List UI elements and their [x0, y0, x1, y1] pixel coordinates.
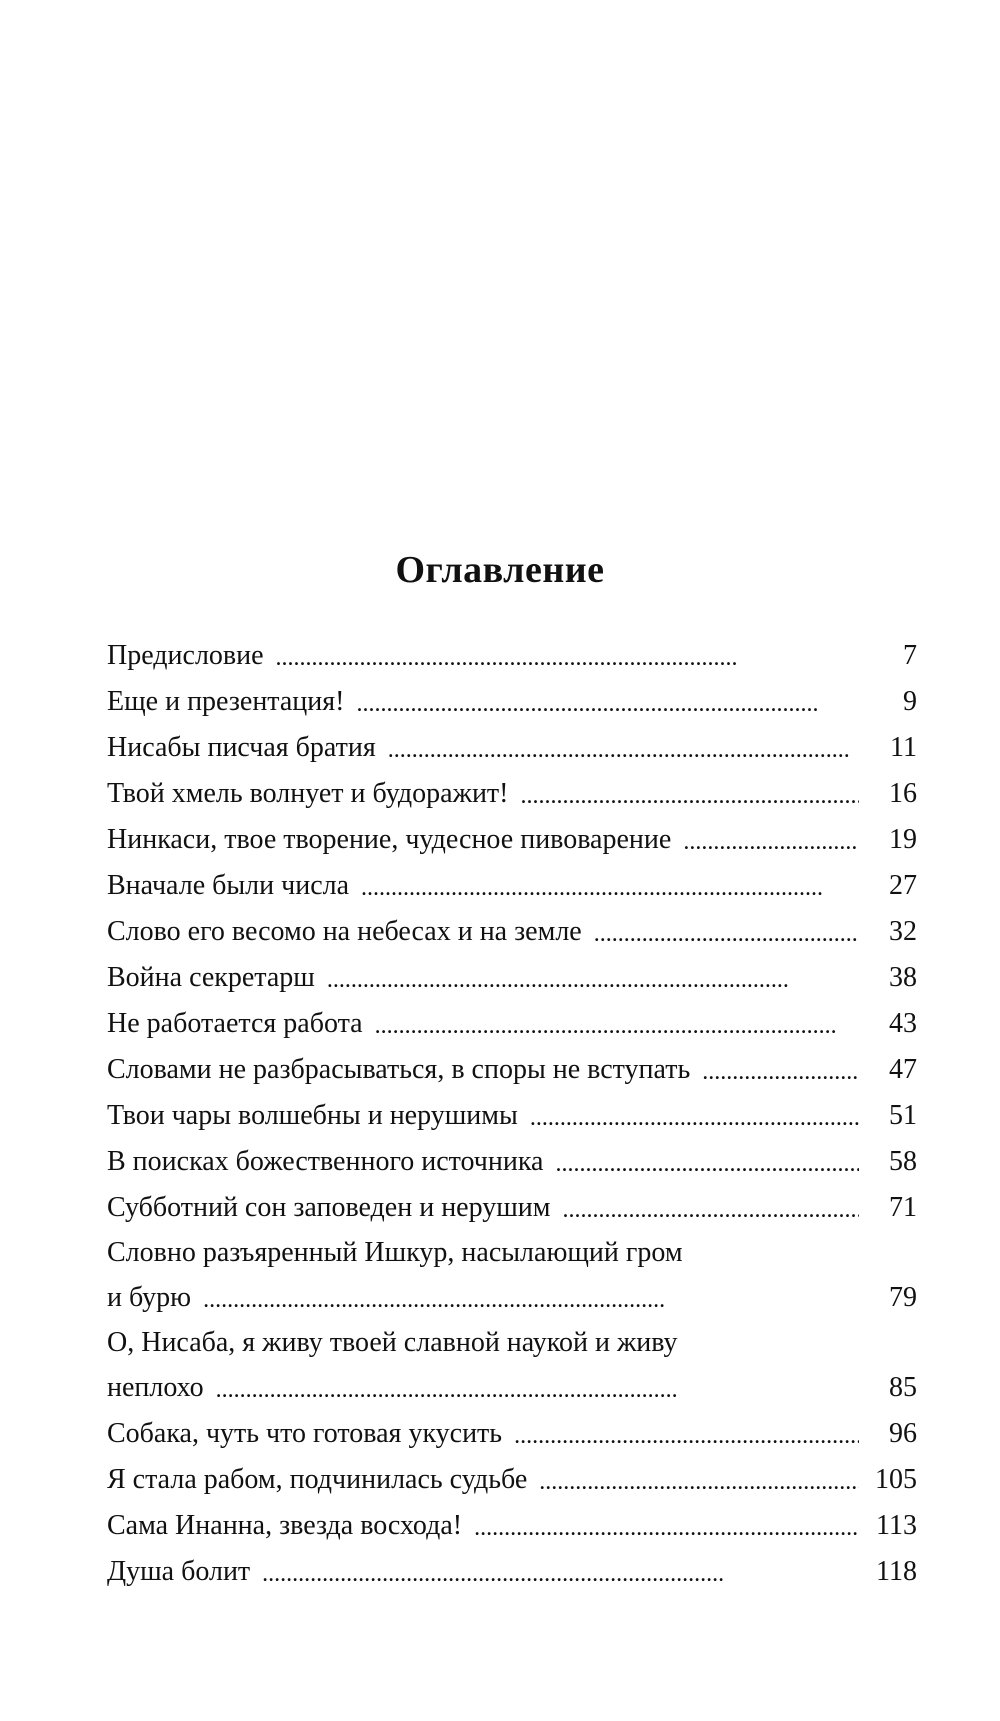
toc-entry-title: Предисловие	[107, 640, 264, 671]
toc-entry-title-continued: и бурю	[107, 1282, 192, 1313]
toc-entry	[107, 725, 917, 771]
dot-leader	[276, 645, 859, 672]
toc-entry	[107, 1411, 917, 1457]
toc-entry-page: 113	[876, 1510, 917, 1541]
toc-entry	[107, 1093, 917, 1139]
toc-entry-page: 96	[889, 1418, 917, 1449]
toc-entry-line-1	[107, 1231, 917, 1275]
dot-leader	[530, 1105, 859, 1132]
toc-entry-page: 43	[889, 1008, 917, 1039]
toc-entry-page: 118	[876, 1556, 917, 1587]
dot-leader	[388, 737, 859, 764]
toc-entry-page: 38	[889, 962, 917, 993]
dot-leader	[521, 783, 860, 810]
toc-entry-title: Слово его весомо на небесах и на земле	[107, 916, 582, 947]
toc-entry-page: 85	[889, 1372, 917, 1403]
toc-entry-title: В поисках божественного источника	[107, 1146, 544, 1177]
toc-entry	[107, 771, 917, 817]
toc-entry	[107, 1231, 917, 1321]
dot-leader	[327, 967, 859, 994]
toc-entry-title: Субботний сон заповеден и нерушим	[107, 1192, 551, 1223]
toc-entry-page: 47	[889, 1054, 917, 1085]
toc-entry	[107, 1001, 917, 1047]
toc-entry-line-2	[107, 1365, 917, 1411]
toc-entry-page: 19	[889, 824, 917, 855]
toc-entry	[107, 679, 917, 725]
toc-entry	[107, 1457, 917, 1503]
toc-entry	[107, 633, 917, 679]
dot-leader	[563, 1197, 859, 1224]
toc-entry-page: 11	[890, 732, 917, 763]
toc-entry-title: Собака, чуть что готовая укусить	[107, 1418, 503, 1449]
toc-entry-page: 7	[903, 640, 917, 671]
toc-entry-page: 27	[889, 870, 917, 901]
toc-entry-title: О, Нисаба, я живу твоей славной наукой и живу	[107, 1327, 678, 1358]
toc-entry-title: Словами не разбрасываться, в споры не вступать	[107, 1054, 691, 1085]
dot-leader	[555, 1151, 859, 1178]
toc-entry-title: Еще и презентация!	[107, 686, 345, 717]
dot-leader	[262, 1561, 859, 1588]
dot-leader	[361, 875, 859, 902]
toc-entry	[107, 1321, 917, 1411]
toc-entry-title: Словно разъяренный Ишкур, насылающий гром	[107, 1237, 683, 1268]
toc-entry-page: 105	[875, 1464, 917, 1495]
toc-entry-line-2	[107, 1275, 917, 1321]
toc-entry	[107, 863, 917, 909]
toc-entry	[107, 1185, 917, 1231]
dot-leader	[216, 1377, 859, 1404]
toc-entry-page: 71	[889, 1192, 917, 1223]
toc-entry-title-continued: неплохо	[107, 1372, 204, 1403]
toc-entry-page: 79	[889, 1282, 917, 1313]
table-of-contents	[107, 633, 917, 1595]
toc-entry	[107, 1503, 917, 1549]
dot-leader	[539, 1469, 859, 1496]
toc-entry-title: Нинкаси, твое творение, чудесное пивоварение	[107, 824, 672, 855]
toc-entry-page: 32	[889, 916, 917, 947]
dot-leader	[702, 1059, 859, 1086]
dot-leader	[474, 1515, 859, 1542]
dot-leader	[375, 1013, 859, 1040]
toc-entry-title: Твои чары волшебны и нерушимы	[107, 1100, 518, 1131]
toc-entry-title: Сама Инанна, звезда восхода!	[107, 1510, 463, 1541]
toc-entry	[107, 955, 917, 1001]
toc-entry-title: Я стала рабом, подчинилась судьбе	[107, 1464, 528, 1495]
toc-entry-title: Вначале были числа	[107, 870, 350, 901]
toc-entry-page: 51	[889, 1100, 917, 1131]
toc-entry	[107, 1139, 917, 1185]
toc-entry-page: 16	[889, 778, 917, 809]
toc-entry-page: 9	[903, 686, 917, 717]
toc-entry-page: 58	[889, 1146, 917, 1177]
toc-entry	[107, 817, 917, 863]
toc-entry	[107, 1047, 917, 1093]
dot-leader	[514, 1423, 859, 1450]
toc-entry	[107, 909, 917, 955]
toc-entry-title: Душа болит	[107, 1556, 251, 1587]
toc-entry-line-1	[107, 1321, 917, 1365]
dot-leader	[683, 829, 859, 856]
toc-entry-title: Не работается работа	[107, 1008, 363, 1039]
dot-leader	[594, 921, 859, 948]
toc-title: Оглавление	[395, 549, 605, 591]
toc-entry-title: Война секретарш	[107, 962, 315, 993]
toc-entry	[107, 1549, 917, 1595]
toc-entry-title: Твой хмель волнует и будоражит!	[107, 778, 509, 809]
toc-entry-title: Нисабы писчая братия	[107, 732, 376, 763]
dot-leader	[203, 1287, 859, 1314]
dot-leader	[356, 691, 859, 718]
